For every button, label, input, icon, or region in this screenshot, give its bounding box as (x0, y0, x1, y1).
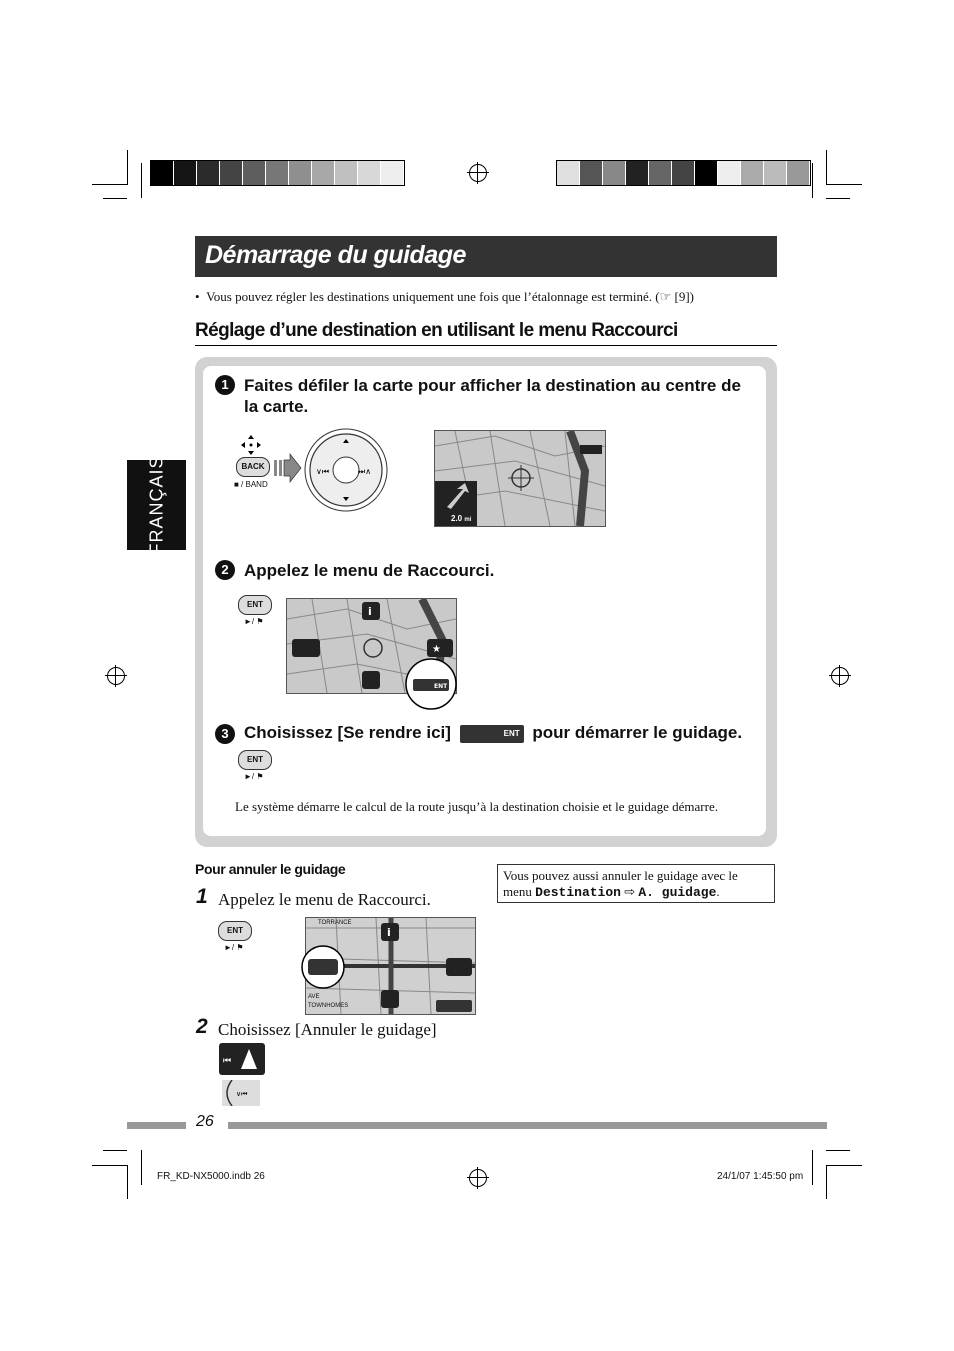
registration-mark-icon (469, 1169, 487, 1187)
footer-file: FR_KD-NX5000.indb 26 (157, 1171, 265, 1182)
cancel-heading: Pour annuler le guidage (195, 861, 346, 877)
crop-mark (141, 1150, 142, 1185)
section-title: Réglage d’une destination en utilisant le menu Raccourci (195, 320, 678, 341)
direction-arrows-icon (240, 434, 262, 456)
svg-text:i: i (368, 605, 372, 618)
crop-mark (826, 1165, 827, 1199)
crop-mark (141, 163, 142, 198)
map-label: TORRANCE (318, 920, 352, 926)
page-title-bar (195, 236, 777, 277)
color-calibration-bar-right (556, 160, 811, 186)
section-divider (195, 345, 777, 346)
step-text: Faites défiler la carte pour afficher la destination au centre de la carte. (244, 376, 741, 416)
color-calibration-bar-left (150, 160, 405, 186)
distance-readout: 2.0 mi (451, 514, 472, 523)
highlight-circle (404, 657, 458, 711)
crop-mark (103, 1150, 127, 1151)
crop-mark (92, 184, 128, 185)
crop-mark (127, 150, 128, 184)
ent-button[interactable]: ENT (238, 595, 272, 615)
ent-button-sublabel: ►/ ⚑ (244, 772, 264, 781)
svg-text:∨⏮: ∨⏮ (316, 467, 330, 476)
crop-mark (826, 184, 862, 185)
note: • Vous pouvez régler les destinations uniquement une fois que l’étalonnage est terminé. (☞ [9]) (195, 289, 695, 304)
svg-text:∨⏮: ∨⏮ (236, 1090, 248, 1098)
crop-mark (826, 150, 827, 184)
page-title: Démarrage du guidage (205, 241, 466, 269)
registration-mark-icon (469, 164, 487, 182)
crop-mark (127, 1165, 128, 1199)
ent-button-sublabel: ►/ ⚑ (244, 617, 264, 626)
highlight-circle (300, 944, 346, 990)
registration-mark-icon (831, 667, 849, 685)
crop-mark (92, 1165, 128, 1166)
step-number: 1 (215, 375, 235, 395)
step-number: 3 (215, 724, 235, 744)
registration-mark-icon (107, 667, 125, 685)
cancel-step-text: Appelez le menu de Raccourci. (218, 890, 431, 909)
step-number: 2 (215, 560, 235, 580)
crop-mark (103, 198, 127, 199)
crop-mark (826, 198, 850, 199)
cancel-step-text: Choisissez [Annuler le guidage] (218, 1020, 437, 1039)
crop-mark (812, 1150, 813, 1185)
svg-text:⏮: ⏮ (223, 1056, 232, 1066)
step3-body: Le système démarre le calcul de la route jusqu’à la destination choisie et le guidage démarre. (235, 799, 718, 814)
crop-mark (826, 1165, 862, 1166)
cancel-guidance-icon (219, 1043, 265, 1075)
svg-text:i: i (387, 926, 391, 939)
back-button-sublabel: ■ / BAND (234, 480, 268, 489)
svg-text:★: ★ (432, 644, 441, 655)
crop-mark (826, 1150, 850, 1151)
info-box: Vous pouvez aussi annuler le guidage avec le menu Destination ⇨ A. guidage. (497, 864, 775, 903)
control-dial-icon[interactable] (303, 427, 389, 513)
ent-button-sublabel: ►/ ⚑ (224, 943, 244, 952)
step-text: Appelez le menu de Raccourci. (244, 561, 495, 580)
svg-text:ENT: ENT (434, 683, 448, 690)
step-text: Choisissez [Se rendre ici] ENT pour démarrer le guidage. (244, 723, 743, 742)
back-button[interactable]: BACK (236, 457, 270, 477)
map-screen-step1 (434, 430, 606, 527)
page-bar-right (228, 1122, 827, 1129)
crop-mark (812, 163, 813, 198)
cancel-step-number: 1 (196, 885, 208, 908)
ent-button[interactable]: ENT (218, 921, 252, 941)
language-tab: FRANÇAIS (127, 460, 186, 550)
footer-timestamp: 24/1/07 1:45:50 pm (717, 1171, 804, 1182)
ent-button[interactable]: ENT (238, 750, 272, 770)
page-bar-left (127, 1122, 186, 1129)
svg-text:⏭∧: ⏭∧ (358, 467, 372, 476)
map-label: TOWNHOMES (308, 1003, 349, 1009)
go-here-icon: ENT (460, 725, 524, 743)
dial-small-icon (222, 1080, 260, 1106)
map-label: AVE (308, 994, 320, 1000)
arrow-right-icon (274, 450, 302, 486)
page-number: 26 (196, 1113, 214, 1130)
cancel-step-number: 2 (196, 1015, 208, 1038)
